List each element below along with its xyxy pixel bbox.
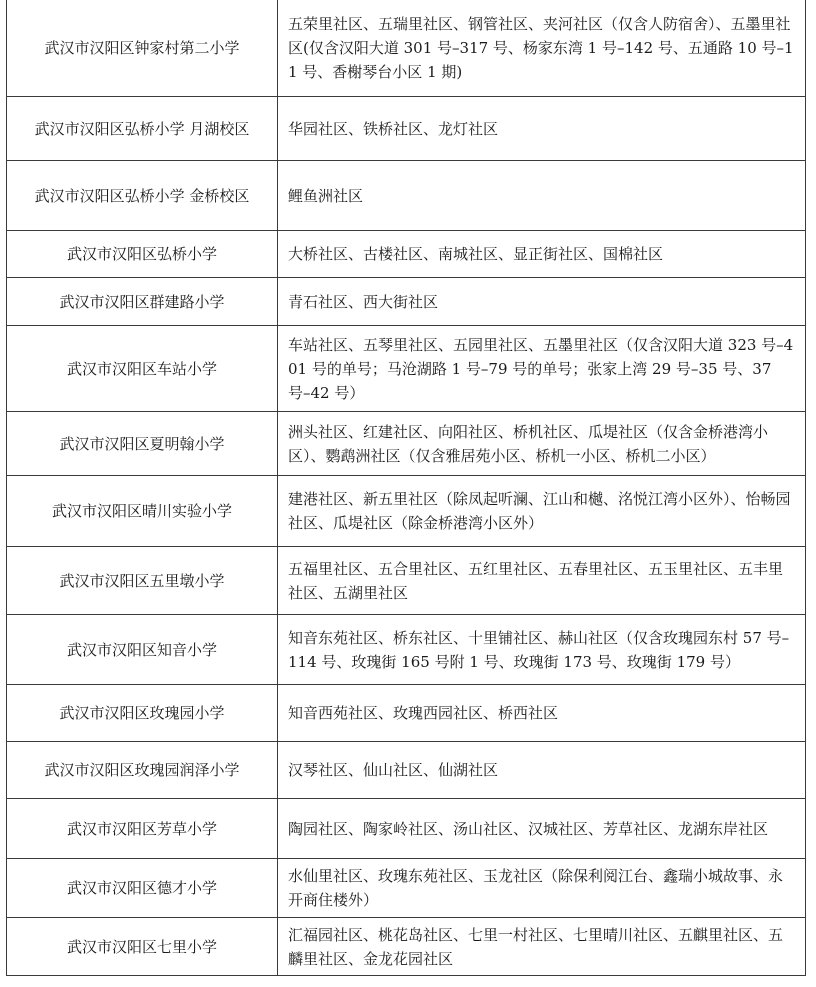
school-name: 武汉市汉阳区玫瑰园小学 [7, 685, 278, 742]
table-row [7, 547, 806, 615]
table-row [7, 161, 806, 231]
table-row [7, 0, 806, 97]
school-name: 武汉市汉阳区弘桥小学 [7, 231, 278, 278]
district-area: 水仙里社区、玫瑰东苑社区、玉龙社区（除保利阅江台、鑫瑞小城故事、永开商住楼外） [278, 859, 806, 918]
table-row [7, 685, 806, 742]
school-name: 武汉市汉阳区车站小学 [7, 326, 278, 412]
table-row [7, 326, 806, 412]
district-area: 知音东苑社区、桥东社区、十里铺社区、赫山社区（仅含玫瑰园东村 57 号–114 号、玫瑰街 165 号附 1 号、玫瑰街 173 号、玫瑰街 179 号） [278, 615, 806, 685]
school-name: 武汉市汉阳区群建路小学 [7, 278, 278, 326]
school-name: 武汉市汉阳区知音小学 [7, 615, 278, 685]
district-area: 鲤鱼洲社区 [278, 161, 806, 231]
school-name: 武汉市汉阳区五里墩小学 [7, 547, 278, 615]
school-name: 武汉市汉阳区德才小学 [7, 859, 278, 918]
table-row [7, 615, 806, 685]
district-area: 华园社区、铁桥社区、龙灯社区 [278, 97, 806, 161]
school-name: 武汉市汉阳区玫瑰园润泽小学 [7, 742, 278, 799]
school-name: 武汉市汉阳区七里小学 [7, 918, 278, 976]
district-area: 青石社区、西大街社区 [278, 278, 806, 326]
district-area: 车站社区、五琴里社区、五园里社区、五墨里社区（仅含汉阳大道 323 号–401 号的单号；马沧湖路 1 号–79 号的单号；张家上湾 29 号–35 号、37 号–42 号） [278, 326, 806, 412]
school-name: 武汉市汉阳区晴川实验小学 [7, 476, 278, 547]
school-name: 武汉市汉阳区夏明翰小学 [7, 412, 278, 476]
table-row [7, 799, 806, 859]
district-area: 五福里社区、五合里社区、五红里社区、五春里社区、五玉里社区、五丰里社区、五湖里社区 [278, 547, 806, 615]
table-row [7, 918, 806, 976]
district-area: 陶园社区、陶家岭社区、汤山社区、汉城社区、芳草社区、龙湖东岸社区 [278, 799, 806, 859]
district-area: 五荣里社区、五瑞里社区、钢管社区、夹河社区（仅含人防宿舍）、五墨里社区(仅含汉阳大道 301 号–317 号、杨家东湾 1 号–142 号、五通路 10 号–11 号、香榭琴台小区 1 期) [278, 0, 806, 97]
table-row [7, 231, 806, 278]
table-row [7, 742, 806, 799]
table-row [7, 97, 806, 161]
table-row [7, 278, 806, 326]
school-name: 武汉市汉阳区弘桥小学 月湖校区 [7, 97, 278, 161]
school-name: 武汉市汉阳区钟家村第二小学 [7, 0, 278, 97]
district-area: 汉琴社区、仙山社区、仙湖社区 [278, 742, 806, 799]
table-row [7, 412, 806, 476]
table-row [7, 476, 806, 547]
district-area: 大桥社区、古楼社区、南城社区、显正街社区、国棉社区 [278, 231, 806, 278]
district-area: 洲头社区、红建社区、向阳社区、桥机社区、瓜堤社区（仅含金桥港湾小区）、鹦鹉洲社区（仅含雅居苑小区、桥机一小区、桥机二小区） [278, 412, 806, 476]
school-name: 武汉市汉阳区弘桥小学 金桥校区 [7, 161, 278, 231]
school-district-table [6, 0, 806, 976]
table-row [7, 859, 806, 918]
district-area: 建港社区、新五里社区（除凤起听澜、江山和樾、洺悦江湾小区外）、怡畅园社区、瓜堤社区（除金桥港湾小区外） [278, 476, 806, 547]
district-area: 知音西苑社区、玫瑰西园社区、桥西社区 [278, 685, 806, 742]
district-area: 汇福园社区、桃花岛社区、七里一村社区、七里晴川社区、五麒里社区、五麟里社区、金龙花园社区 [278, 918, 806, 976]
school-name: 武汉市汉阳区芳草小学 [7, 799, 278, 859]
